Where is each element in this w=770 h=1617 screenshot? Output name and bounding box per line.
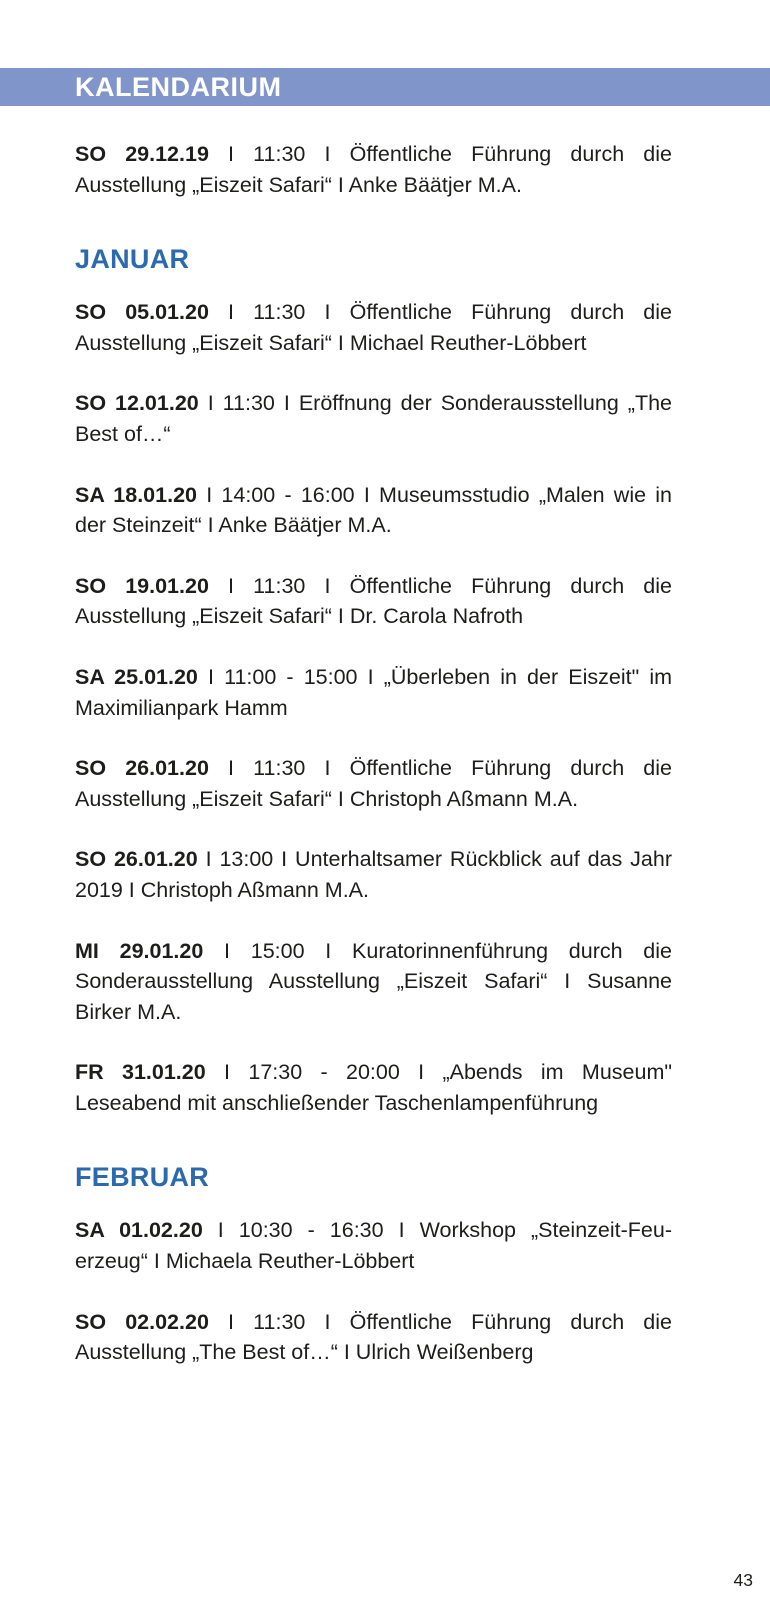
kalendarium-header-band <box>0 68 770 106</box>
event-entry <box>75 936 672 1028</box>
event-text: I 14:00 - 16:00 I Museumsstudio „Malen wie in der Steinzeit“ I Anke Bäätjer M.A. <box>75 482 673 538</box>
event-text: I 11:00 - 15:00 I „Überleben in der Eiszeit" im Maximilianpark Hamm <box>75 664 673 720</box>
event-text: I 11:30 I Öffentliche Führung durch die Ausstellung „Eiszeit Safari“ I Christoph Aßmann M.A. <box>75 756 672 811</box>
event-entry <box>75 388 672 449</box>
page-title: KALENDARIUM <box>75 72 282 102</box>
event-text: I 13:00 I Unterhaltsamer Rückblick auf das Jahr 2019 I Christoph Aßmann M.A. <box>75 847 672 902</box>
event-entry <box>75 480 672 541</box>
event-date: SA 25.01.20 <box>75 664 198 689</box>
event-date: FR 31.01.20 <box>75 1060 206 1085</box>
event-entry <box>75 571 672 632</box>
event-calendar <box>75 139 672 1398</box>
event-date: SA 01.02.20 <box>75 1218 203 1243</box>
event-text: I 11:30 I Öffentliche Führung durch die Ausstellung „Eiszeit Safari“ I Dr. Carola Nafroth <box>75 573 672 629</box>
event-date: SO 02.02.20 <box>75 1309 209 1334</box>
event-date: SO 05.01.20 <box>75 300 209 325</box>
event-text: I 10:30 - 16:30 I Workshop „Steinzeit-Feu-erzeug“ I Michaela Reuther-Löbbert <box>75 1218 672 1274</box>
event-date: MI 29.01.20 <box>75 938 204 963</box>
event-date: SA 18.01.20 <box>75 482 197 507</box>
event-date: SO 29.12.19 <box>75 142 209 166</box>
event-entry <box>75 753 672 814</box>
event-entry <box>75 1057 672 1118</box>
event-entry <box>75 1307 672 1368</box>
event-date: SO 12.01.20 <box>75 391 199 416</box>
event-date: SO 26.01.20 <box>75 756 209 781</box>
section-heading-februar: FEBRUAR <box>75 1162 210 1193</box>
event-text: I 15:00 I Kuratorinnenführung durch die Sonderausstellung Ausstellung „Eiszeit Safari“ I Susanne Birker M.A. <box>75 938 672 1024</box>
event-text: I 11:30 I Öffentliche Führung durch die Ausstellung „Eiszeit Safari“ I Michael Reuther-Löbbert <box>75 300 672 355</box>
event-date: SO 19.01.20 <box>75 573 209 598</box>
event-entry <box>75 662 672 723</box>
page-number: 43 <box>733 1570 753 1590</box>
event-text: I 11:30 I Öffentliche Führung durch die Ausstellung „Eiszeit Safari“ I Anke Bäätjer M.A. <box>75 142 672 197</box>
section-heading-januar: JANUAR <box>75 244 190 275</box>
event-text: I 17:30 - 20:00 I „Abends im Museum" Leseabend mit anschließender Taschenlampenführung <box>75 1060 672 1115</box>
event-date: SO 26.01.20 <box>75 847 198 872</box>
event-entry <box>75 1215 672 1276</box>
event-text: I 11:30 I Öffentliche Führung durch die Ausstellung „The Best of…“ I Ulrich Weißenberg <box>75 1309 672 1365</box>
event-text: I 11:30 I Eröffnung der Sonderausstellung „The Best of…“ <box>75 391 672 446</box>
event-entry <box>75 297 672 358</box>
event-entry <box>75 139 672 200</box>
event-entry <box>75 844 672 905</box>
